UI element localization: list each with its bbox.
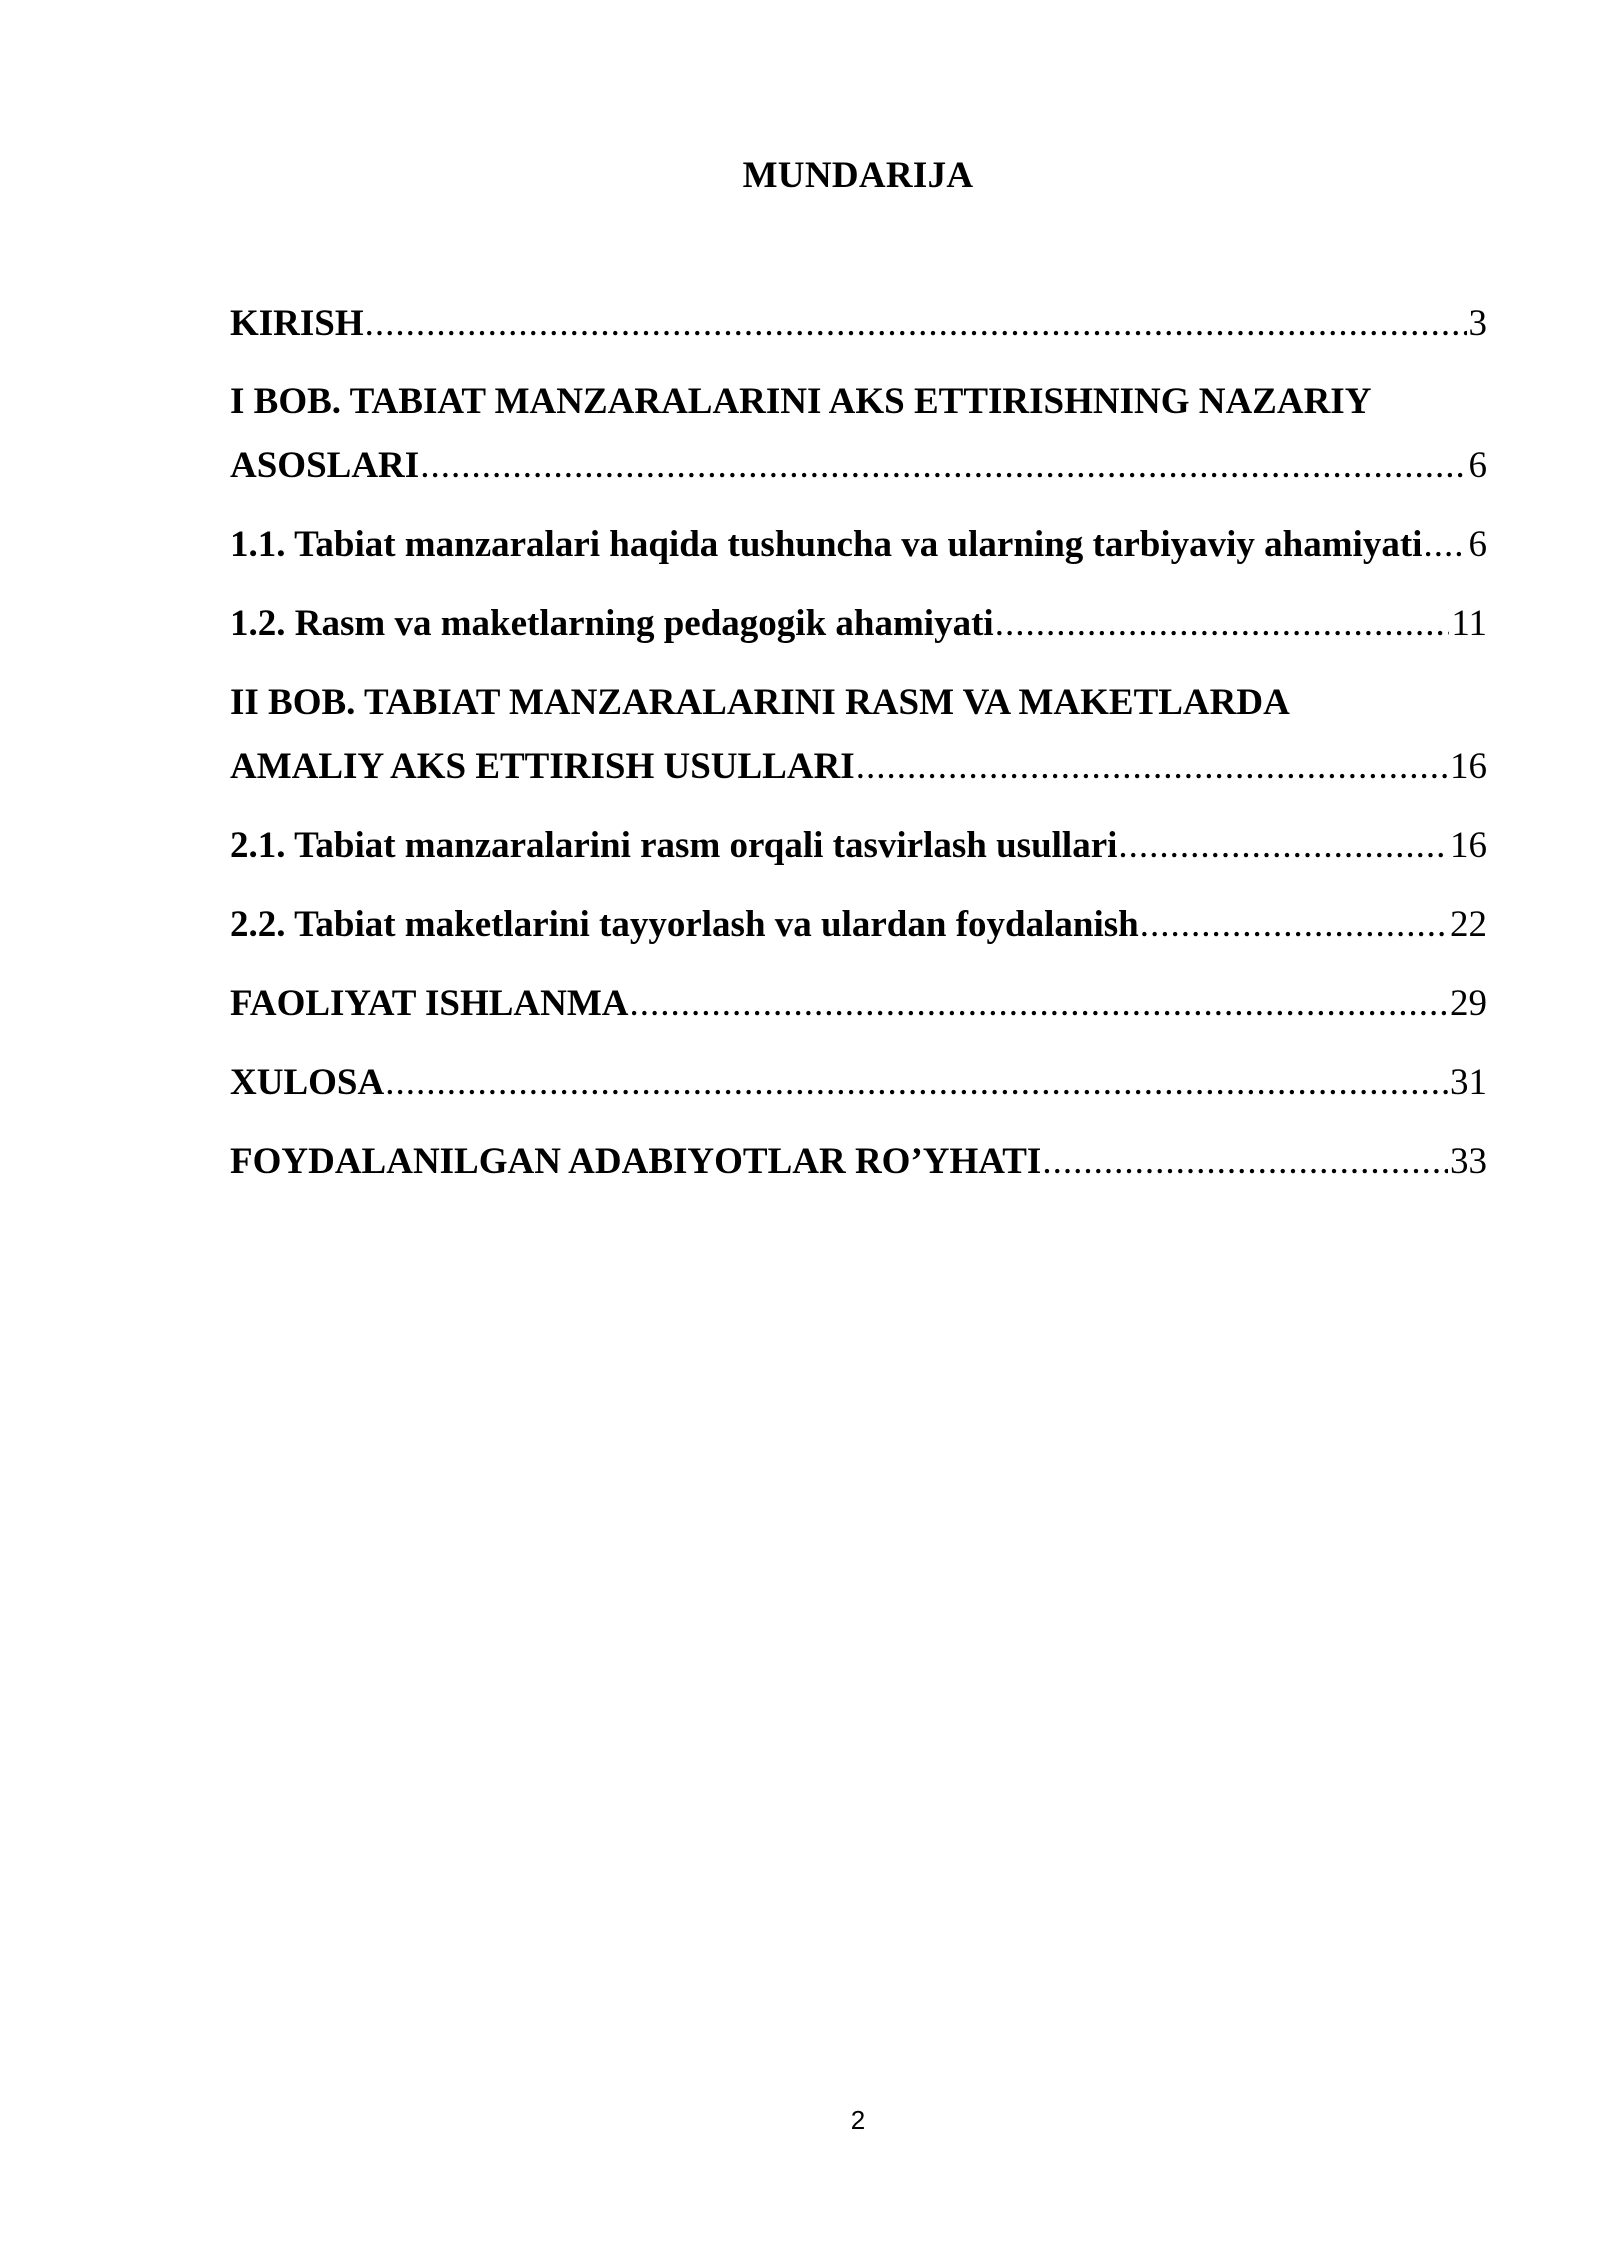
toc-entry-1-2[interactable]	[230, 600, 1487, 648]
toc-entry-label: AMALIY AKS ETTIRISH USULLARI	[230, 746, 855, 787]
toc-entry-adabiyotlar[interactable]	[230, 1138, 1487, 1186]
table-of-contents	[230, 300, 1487, 1182]
toc-entry-2-1[interactable]	[230, 822, 1487, 870]
toc-entry-page: 16	[1450, 746, 1487, 787]
toc-entry-page: 33	[1450, 1141, 1487, 1182]
toc-entry-chapter-1[interactable]	[230, 378, 1487, 490]
toc-entry-label: ASOSLARI	[230, 445, 420, 486]
dot-leader	[365, 300, 1467, 348]
toc-entry-label: FOYDALANILGAN ADABIYOTLAR RO’YHATI	[230, 1141, 1042, 1182]
toc-entry-label: KIRISH	[230, 303, 364, 344]
toc-entry-label: 1.1. Tabiat manzaralari haqida tushuncha va ularning tarbiyaviy ahamiyati	[230, 524, 1423, 565]
toc-entry-label: 2.2. Tabiat maketlarini tayyorlash va ulardan foydalanish	[230, 904, 1139, 945]
dot-leader	[630, 980, 1448, 1028]
toc-entry-page: 3	[1468, 303, 1487, 344]
toc-entry-label: 1.2. Rasm va maketlarning pedagogik ahamiyati	[230, 603, 994, 644]
dot-leader	[856, 743, 1448, 791]
dot-leader	[1140, 901, 1448, 949]
page-title: MUNDARIJA	[742, 155, 974, 196]
toc-entry-1-1[interactable]	[230, 521, 1487, 569]
toc-entry-label: 2.1. Tabiat manzaralarini rasm orqali tasvirlash usullari	[230, 825, 1118, 866]
toc-entry-2-2[interactable]	[230, 901, 1487, 949]
dot-leader	[420, 442, 1466, 490]
toc-entry-kirish[interactable]	[230, 300, 1487, 348]
toc-entry-page: 22	[1450, 904, 1487, 945]
toc-entry-page: 6	[1468, 445, 1487, 486]
toc-entry-label-line1: I BOB. TABIAT MANZARALARINI AKS ETTIRISHNING NAZARIY	[230, 381, 1372, 422]
toc-entry-page: 29	[1450, 983, 1487, 1024]
dot-leader	[1118, 822, 1448, 870]
toc-entry-chapter-2[interactable]	[230, 679, 1487, 791]
dot-leader	[995, 600, 1450, 648]
toc-entry-label-line1: II BOB. TABIAT MANZARALARINI RASM VA MAKETLARDA	[230, 682, 1290, 723]
dot-leader	[1423, 521, 1466, 569]
toc-entry-page: 11	[1451, 603, 1487, 644]
dot-leader	[385, 1059, 1448, 1107]
toc-entry-label: FAOLIYAT ISHLANMA	[230, 983, 629, 1024]
page-number: 2	[850, 2105, 866, 2135]
toc-entry-page: 6	[1468, 524, 1487, 565]
toc-entry-page: 16	[1450, 825, 1487, 866]
toc-entry-label: XULOSA	[230, 1062, 385, 1103]
dot-leader	[1042, 1138, 1448, 1186]
toc-entry-xulosa[interactable]	[230, 1059, 1487, 1107]
toc-entry-faoliyat[interactable]	[230, 980, 1487, 1028]
toc-entry-page: 31	[1450, 1062, 1487, 1103]
